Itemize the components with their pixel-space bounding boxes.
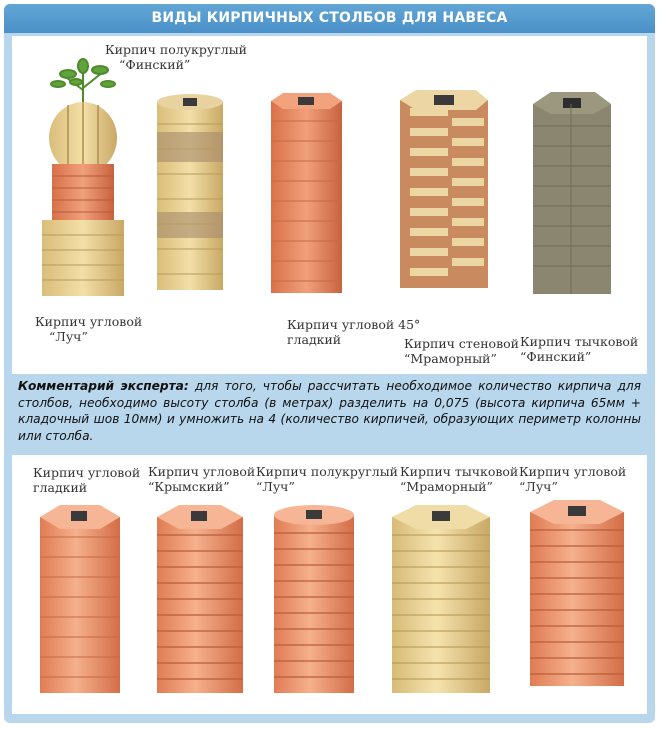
pillar-luch-with-planter (38, 60, 128, 296)
label-top-finsky-header: Кирпич тычковой “Финский” (520, 334, 639, 364)
label-bottom-luch-round: Кирпич полукруглый “Луч” (256, 464, 398, 494)
pillar-bottom-luch-round (272, 505, 356, 695)
expert-comment (12, 377, 647, 453)
pillar-bottom-krymsky (155, 505, 245, 695)
pillar-finsky-header (531, 92, 613, 297)
pillar-bottom-mramorny (390, 505, 492, 695)
label-top-finsky-round: Кирпич полукруглый “Финский” (105, 42, 247, 72)
label-bottom-smooth: Кирпич угловой гладкий (33, 465, 141, 495)
pillar-mramorny-wall (396, 90, 492, 290)
label-bottom-mramorny: Кирпич тычковой “Мраморный” (400, 464, 519, 494)
comment-lead: Комментарий эксперта: (18, 379, 189, 393)
pillar-bottom-luch (528, 500, 626, 690)
label-bottom-krymsky: Кирпич угловой “Крымский” (148, 464, 256, 494)
pillar-bottom-smooth (38, 505, 122, 695)
label-top-mramorny: Кирпич стеновой “Мраморный” (404, 336, 519, 366)
comment-text: для того, чтобы рассчитать необходимое количество кирпича для столбов, необходимо высоту столба (в метрах) разделить на 0,075 (высота кирпича 65мм + кладочный шов 10мм) и умножить на 4 (количество кирпичей, образующих периметр колонны или столба. (18, 379, 641, 443)
pillar-finsky-round (155, 94, 225, 294)
label-bottom-luch: Кирпич угловой “Луч” (519, 464, 627, 494)
page-title: ВИДЫ КИРПИЧНЫХ СТОЛБОВ ДЛЯ НАВЕСА (4, 4, 655, 33)
label-top-45-smooth: Кирпич угловой 45° гладкий (287, 317, 421, 347)
pillar-45-smooth (269, 93, 344, 298)
label-top-luch: Кирпич угловой “Луч” (35, 314, 143, 344)
